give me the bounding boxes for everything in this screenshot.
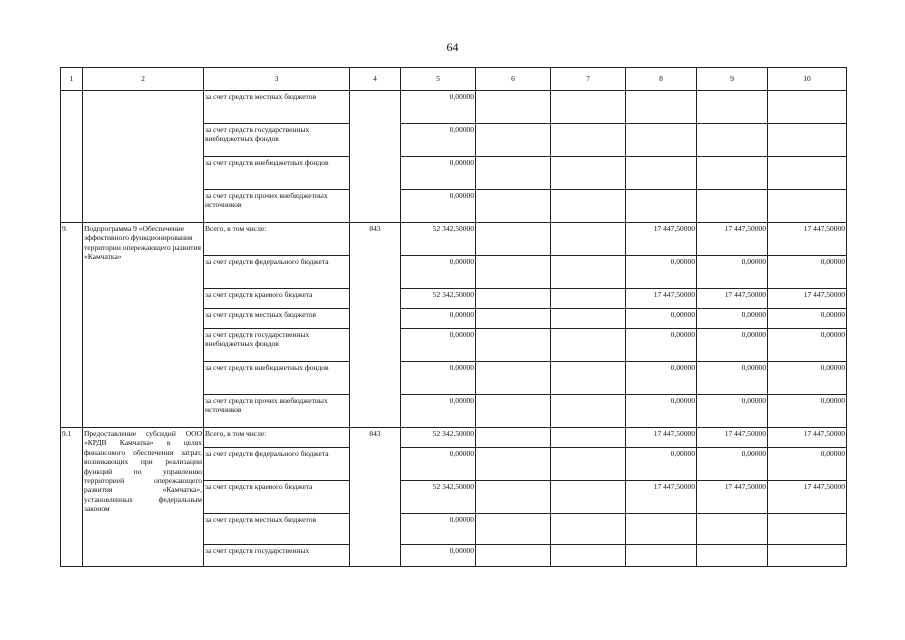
source-cell: за счет средств федерального бюджета (204, 256, 350, 289)
column-header: 3 (204, 68, 350, 91)
value-cell: 17 447,50000 (626, 223, 697, 256)
value-cell (476, 428, 551, 448)
value-cell (476, 395, 551, 428)
value-cell: 0,00000 (697, 256, 768, 289)
value-cell (551, 329, 626, 362)
source-cell: за счет средств местных бюджетов (204, 91, 350, 124)
value-cell: 17 447,50000 (697, 428, 768, 448)
value-cell (476, 256, 551, 289)
value-cell (551, 223, 626, 256)
column-header: 8 (626, 68, 697, 91)
value-cell: 17 447,50000 (626, 428, 697, 448)
value-cell: 0,00000 (626, 256, 697, 289)
source-cell: за счет средств местных бюджетов (204, 514, 350, 545)
value-cell (551, 428, 626, 448)
value-cell: 52 342,50000 (401, 481, 476, 514)
value-cell: 0,00000 (697, 362, 768, 395)
value-cell: 0,00000 (626, 362, 697, 395)
value-cell (476, 514, 551, 545)
source-cell: за счет средств государственных (204, 545, 350, 567)
column-header: 1 (61, 68, 83, 91)
column-header: 6 (476, 68, 551, 91)
value-cell (476, 329, 551, 362)
value-cell: 0,00000 (401, 157, 476, 190)
source-cell: за счет средств местных бюджетов (204, 309, 350, 329)
source-cell: за счет средств внебюджетных фондов (204, 157, 350, 190)
value-cell (626, 157, 697, 190)
value-cell (476, 481, 551, 514)
value-cell: 52 342,50000 (401, 289, 476, 309)
code-cell (350, 91, 401, 223)
value-cell (551, 481, 626, 514)
value-cell: 0,00000 (401, 362, 476, 395)
source-cell: за счет средств внебюджетных фондов (204, 362, 350, 395)
source-cell: за счет средств прочих внебюджетных источников (204, 395, 350, 428)
value-cell (476, 289, 551, 309)
value-cell (768, 91, 847, 124)
value-cell: 0,00000 (401, 329, 476, 362)
source-cell: за счет средств краевого бюджета (204, 289, 350, 309)
value-cell (476, 157, 551, 190)
value-cell: 17 447,50000 (768, 289, 847, 309)
header-row (61, 68, 847, 91)
value-cell: 0,00000 (401, 190, 476, 223)
value-cell: 52 342,50000 (401, 223, 476, 256)
value-cell (476, 124, 551, 157)
value-cell (768, 545, 847, 567)
source-cell: за счет средств федерального бюджета (204, 448, 350, 481)
value-cell (626, 545, 697, 567)
value-cell (697, 91, 768, 124)
value-cell: 0,00000 (401, 309, 476, 329)
page-number: 64 (446, 40, 459, 54)
value-cell: 0,00000 (697, 329, 768, 362)
source-cell: за счет средств государственных внебюджетных фондов (204, 124, 350, 157)
value-cell (768, 124, 847, 157)
value-cell: 17 447,50000 (697, 223, 768, 256)
value-cell (476, 91, 551, 124)
value-cell: 0,00000 (401, 124, 476, 157)
source-cell: за счет средств краевого бюджета (204, 481, 350, 514)
source-cell: за счет средств государственных внебюджетных фондов (204, 329, 350, 362)
value-cell (476, 223, 551, 256)
value-cell: 52 342,50000 (401, 428, 476, 448)
value-cell (626, 514, 697, 545)
budget-table (60, 67, 847, 567)
value-cell: 0,00000 (697, 448, 768, 481)
value-cell: 17 447,50000 (697, 289, 768, 309)
value-cell (551, 289, 626, 309)
value-cell: 0,00000 (401, 395, 476, 428)
value-cell (551, 91, 626, 124)
value-cell (626, 91, 697, 124)
value-cell (768, 190, 847, 223)
row-number-cell: 9. (61, 223, 83, 428)
value-cell: 0,00000 (697, 309, 768, 329)
column-header: 10 (768, 68, 847, 91)
code-cell: 843 (350, 428, 401, 567)
value-cell: 17 447,50000 (768, 428, 847, 448)
value-cell (476, 545, 551, 567)
row-name-cell: Подпрограмма 9 «Обеспечение эффективного функционирования территории опережающего развития «Камчатка» (83, 223, 204, 428)
table-row (61, 223, 847, 256)
value-cell (551, 514, 626, 545)
value-cell (476, 309, 551, 329)
value-cell: 0,00000 (768, 448, 847, 481)
column-header: 5 (401, 68, 476, 91)
value-cell (476, 190, 551, 223)
value-cell (626, 190, 697, 223)
value-cell (551, 124, 626, 157)
value-cell: 0,00000 (768, 256, 847, 289)
source-cell: Всего, в том числе: (204, 223, 350, 256)
value-cell: 0,00000 (626, 309, 697, 329)
value-cell (697, 545, 768, 567)
value-cell (476, 448, 551, 481)
column-header: 7 (551, 68, 626, 91)
row-name-cell (83, 91, 204, 223)
value-cell (551, 448, 626, 481)
value-cell: 17 447,50000 (626, 289, 697, 309)
value-cell (476, 362, 551, 395)
value-cell: 0,00000 (768, 362, 847, 395)
value-cell: 0,00000 (626, 448, 697, 481)
value-cell (551, 362, 626, 395)
value-cell: 0,00000 (401, 256, 476, 289)
value-cell (551, 395, 626, 428)
value-cell: 17 447,50000 (626, 481, 697, 514)
value-cell: 0,00000 (768, 329, 847, 362)
column-header: 2 (83, 68, 204, 91)
source-cell: за счет средств прочих внебюджетных источников (204, 190, 350, 223)
value-cell (551, 309, 626, 329)
value-cell (551, 157, 626, 190)
value-cell: 17 447,50000 (697, 481, 768, 514)
value-cell (551, 190, 626, 223)
value-cell (697, 124, 768, 157)
value-cell (551, 256, 626, 289)
value-cell: 0,00000 (401, 545, 476, 567)
value-cell: 0,00000 (626, 395, 697, 428)
value-cell (626, 124, 697, 157)
column-header: 9 (697, 68, 768, 91)
source-cell: Всего, в том числе: (204, 428, 350, 448)
table-row (61, 428, 847, 448)
value-cell: 0,00000 (768, 395, 847, 428)
value-cell: 0,00000 (626, 329, 697, 362)
value-cell: 0,00000 (401, 91, 476, 124)
row-number-cell: 9.1 (61, 428, 83, 567)
value-cell: 0,00000 (697, 395, 768, 428)
row-name-cell: Предоставление субсидий ООО «КРДВ Камчатка» в целях финансового обеспечения затрат, возникающих при реализации функций по управлению территорией опережающего развития «Камчатка», установленных федеральным законом (83, 428, 204, 567)
value-cell (697, 157, 768, 190)
value-cell (768, 514, 847, 545)
value-cell: 17 447,50000 (768, 481, 847, 514)
value-cell (697, 190, 768, 223)
value-cell: 0,00000 (401, 448, 476, 481)
table-row (61, 91, 847, 124)
code-cell: 843 (350, 223, 401, 428)
value-cell: 0,00000 (768, 309, 847, 329)
value-cell (768, 157, 847, 190)
value-cell: 0,00000 (401, 514, 476, 545)
value-cell: 17 447,50000 (768, 223, 847, 256)
value-cell (697, 514, 768, 545)
value-cell (551, 545, 626, 567)
column-header: 4 (350, 68, 401, 91)
row-number-cell (61, 91, 83, 223)
